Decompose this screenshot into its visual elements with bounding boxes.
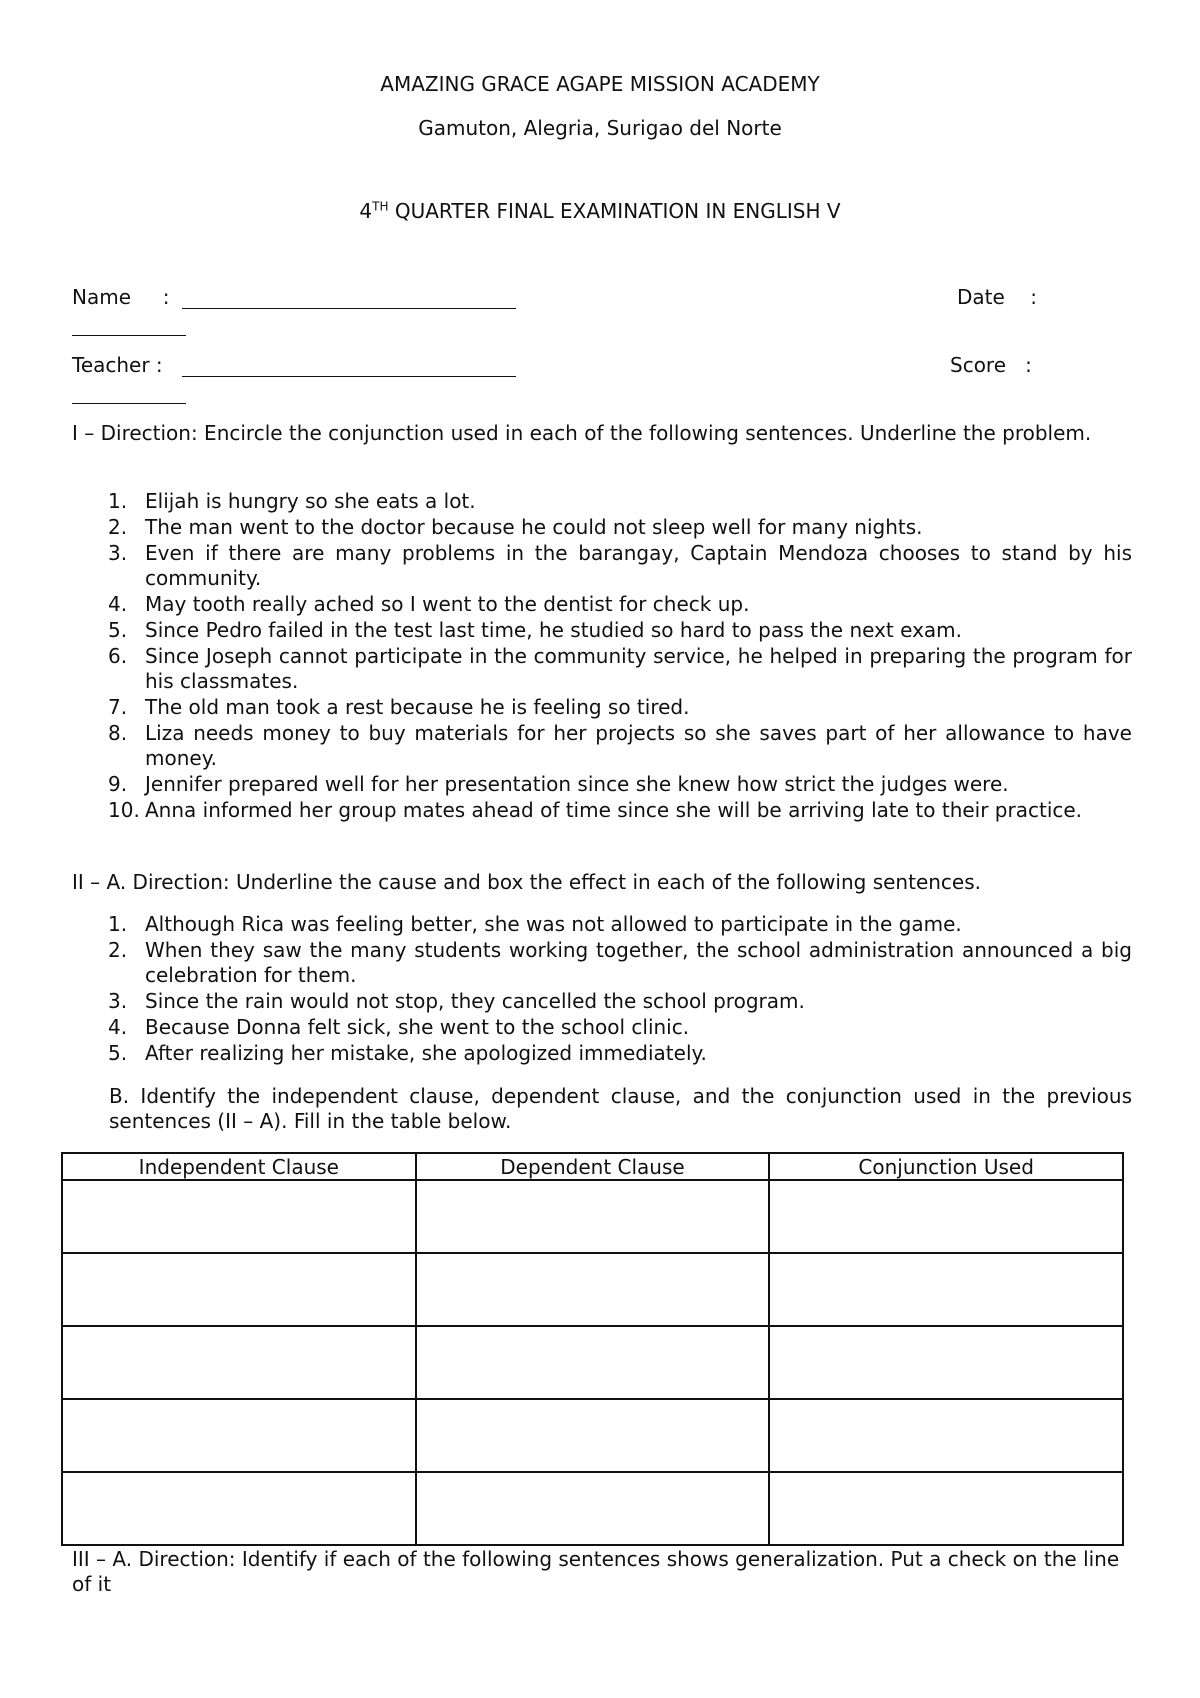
list-item [72,772,1132,797]
section2-b-direction: B. Identify the independent clause, dependent clause, and the conjunction used in the previous sentences (II – A). Fill in the table below. [109,1084,1132,1133]
item-number: 1. [108,912,128,936]
item-number: 5. [108,1041,128,1065]
list-item [72,912,1132,937]
section1-direction: I – Direction: Encircle the conjunction used in each of the following sentences. Underline the problem. [72,421,1092,445]
item-text: Because Donna felt sick, she went to the school clinic. [145,1015,690,1039]
section3-direction: III – A. Direction: Identify if each of the following sentences shows generalization. Put a check on the line of it [72,1547,1120,1596]
table-row [62,1326,1123,1399]
item-number: 7. [108,695,128,719]
name-line[interactable] [182,308,516,309]
item-text: The man went to the doctor because he could not sleep well for many nights. [145,515,923,539]
school-name: AMAZING GRACE AGAPE MISSION ACADEMY [380,72,820,96]
item-number: 6. [108,644,128,668]
teacher-line[interactable] [182,376,516,377]
section1-list [72,489,1132,824]
item-number: 4. [108,592,128,616]
table-cell[interactable] [62,1180,416,1253]
list-item [72,721,1132,771]
exam-title [0,199,1200,223]
item-text: Jennifer prepared well for her presentation since she knew how strict the judges were. [145,772,1009,796]
table-cell[interactable] [416,1326,770,1399]
item-number: 3. [108,989,128,1013]
item-text: Although Rica was feeling better, she was not allowed to participate in the game. [145,912,962,936]
item-number: 2. [108,515,128,539]
table-cell[interactable] [769,1180,1123,1253]
teacher-label: Teacher : [72,353,163,377]
clause-table [61,1152,1124,1546]
table-row [62,1253,1123,1326]
section2-list [72,912,1132,1067]
item-text: Anna informed her group mates ahead of time since she will be arriving late to their practice. [145,798,1083,822]
table-header-row [62,1153,1123,1180]
item-text: Since Pedro failed in the test last time, he studied so hard to pass the next exam. [145,618,963,642]
table-row [62,1399,1123,1472]
item-number: 5. [108,618,128,642]
list-item [72,541,1132,591]
exam-quarter-number: 4 [359,199,373,223]
item-number: 10. [108,798,140,822]
header-conjunction-used: Conjunction Used [769,1153,1123,1180]
list-item [72,515,1132,540]
item-text: After realizing her mistake, she apologized immediately. [145,1041,707,1065]
section2-direction: II – A. Direction: Underline the cause and box the effect in each of the following sentences. [72,870,982,894]
item-number: 4. [108,1015,128,1039]
school-address: Gamuton, Alegria, Surigao del Norte [418,116,782,140]
list-item [72,798,1132,823]
list-item [72,1015,1132,1040]
item-text: When they saw the many students working together, the school administration announced a big celebration for them. [145,938,1132,987]
table-row [62,1472,1123,1545]
list-item [72,938,1132,988]
date-line[interactable] [72,335,186,336]
score-label: Score : [950,353,1032,377]
table-cell[interactable] [416,1399,770,1472]
list-item [72,644,1132,694]
table-cell[interactable] [62,1253,416,1326]
item-number: 1. [108,489,128,513]
exam-title-text: QUARTER FINAL EXAMINATION IN ENGLISH V [388,199,841,223]
list-item [72,592,1132,617]
name-label: Name : [72,285,170,309]
table-cell[interactable] [62,1472,416,1545]
item-text: Liza needs money to buy materials for her projects so she saves part of her allowance to have money. [145,721,1132,770]
item-text: May tooth really ached so I went to the dentist for check up. [145,592,750,616]
item-text: Even if there are many problems in the barangay, Captain Mendoza chooses to stand by his community. [145,541,1132,590]
item-text: Since Joseph cannot participate in the community service, he helped in preparing the program for his classmates. [145,644,1132,693]
table-cell[interactable] [769,1326,1123,1399]
list-item [72,618,1132,643]
item-number: 9. [108,772,128,796]
item-number: 2. [108,938,128,962]
item-text: Since the rain would not stop, they cancelled the school program. [145,989,805,1013]
table-row [62,1180,1123,1253]
table-cell[interactable] [769,1472,1123,1545]
table-cell[interactable] [416,1253,770,1326]
exam-quarter-suffix: TH [372,199,389,214]
list-item [72,695,1132,720]
table-cell[interactable] [416,1472,770,1545]
table-cell[interactable] [769,1399,1123,1472]
table-cell[interactable] [416,1180,770,1253]
list-item [72,489,1132,514]
table-cell[interactable] [62,1326,416,1399]
table-cell[interactable] [62,1399,416,1472]
item-number: 3. [108,541,128,565]
item-number: 8. [108,721,128,745]
list-item [72,989,1132,1014]
table-cell[interactable] [769,1253,1123,1326]
item-text: Elijah is hungry so she eats a lot. [145,489,476,513]
score-line[interactable] [72,403,186,404]
list-item [72,1041,1132,1066]
date-label: Date : [957,285,1037,309]
header-independent-clause: Independent Clause [62,1153,416,1180]
item-text: The old man took a rest because he is feeling so tired. [145,695,690,719]
header-dependent-clause: Dependent Clause [416,1153,770,1180]
